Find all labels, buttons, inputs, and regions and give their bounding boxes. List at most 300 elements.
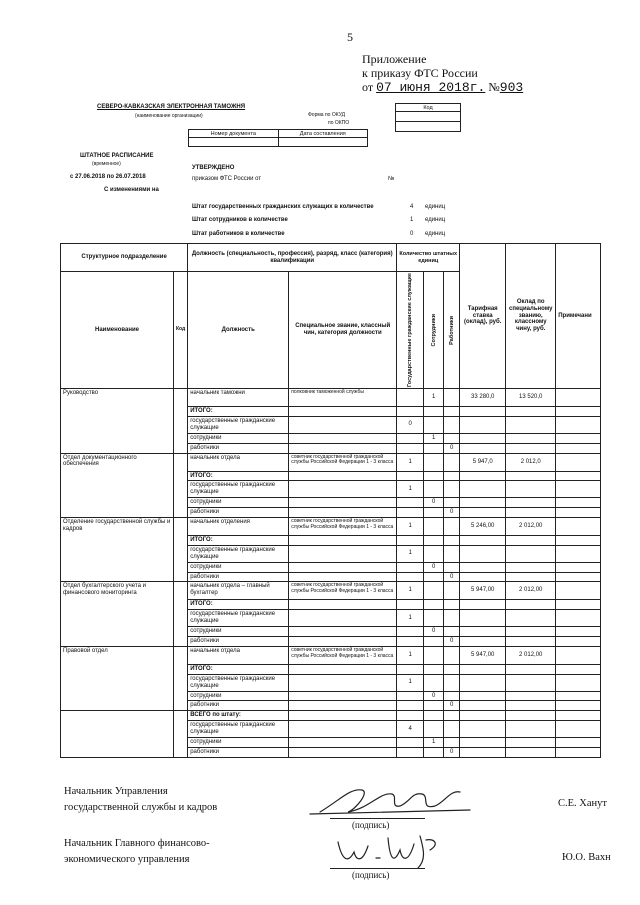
unit-total-work: 0 xyxy=(444,701,460,711)
unit-total-cell xyxy=(444,535,460,545)
unit-total-cell xyxy=(506,691,556,701)
unit-total-cell xyxy=(444,498,460,508)
unit-total-cell xyxy=(289,691,397,701)
unit-position: начальник отдела xyxy=(188,453,289,471)
gt-cell xyxy=(460,711,506,721)
unit-name: Правовой отдел xyxy=(61,646,174,710)
sig2-name: Ю.О. Вахн xyxy=(562,852,611,863)
unit-total-cell xyxy=(289,443,397,453)
unit-rank: советник государственной гражданской службы Российской Федерации 1 - 3 класса xyxy=(289,582,397,600)
unit-total-off: 0 xyxy=(424,498,444,508)
unit-total-cell xyxy=(289,600,397,610)
unit-total-cell xyxy=(556,562,601,572)
gt-cell xyxy=(424,721,444,738)
unit-total-cell xyxy=(444,674,460,691)
unit-total-cell xyxy=(460,674,506,691)
signature-2-handwritten xyxy=(330,830,450,872)
grand-total-off-label: сотрудники xyxy=(188,737,289,747)
unit-totals-label: ИТОГО: xyxy=(188,664,289,674)
unit-total-cell xyxy=(460,443,506,453)
gt-cell xyxy=(506,711,556,721)
unit-total-cell xyxy=(556,664,601,674)
unit-name: Руководство xyxy=(61,389,174,453)
unit-name: Отдел бухгалтерского учета и финансового мониторинга xyxy=(61,582,174,646)
doc-number-label: Номер документа xyxy=(189,130,279,138)
unit-total-cell xyxy=(289,562,397,572)
sig2-caption: (подпись) xyxy=(352,870,390,880)
gt-cell xyxy=(556,721,601,738)
unit-total-civil-label: государственные гражданские служащие xyxy=(188,610,289,627)
unit-total-civil: 1 xyxy=(397,545,424,562)
unit-rate: 33 280,0 xyxy=(460,389,506,407)
header-note: Примечани xyxy=(556,244,601,389)
unit-total-cell xyxy=(289,674,397,691)
unit-total-civil-label: государственные гражданские служащие xyxy=(188,545,289,562)
unit-position: начальник отдела xyxy=(188,646,289,664)
gt-cell xyxy=(444,737,460,747)
grand-total-spacer xyxy=(61,711,174,757)
unit-total-civil-label: государственные гражданские служащие xyxy=(188,416,289,433)
org-name-caption: (наименование организации) xyxy=(135,113,203,119)
staff-count-officers: 1 xyxy=(410,217,414,223)
unit-total-cell xyxy=(397,562,424,572)
unit-total-cell xyxy=(506,636,556,646)
doc-date-label: Дата составления xyxy=(278,130,368,138)
unit-total-cell xyxy=(506,627,556,637)
unit-total-cell xyxy=(424,481,444,498)
unit-total-cell xyxy=(556,691,601,701)
signature-1-handwritten xyxy=(300,780,480,820)
unit-total-cell xyxy=(556,433,601,443)
unit-total-cell xyxy=(397,535,424,545)
gt-cell xyxy=(556,737,601,747)
unit-position: начальник отделения xyxy=(188,517,289,535)
header-civil-text: Государственные гражданские служащие xyxy=(407,273,414,388)
unit-total-cell xyxy=(424,572,444,582)
unit-total-cell xyxy=(289,498,397,508)
unit-total-cell xyxy=(460,562,506,572)
unit-total-cell xyxy=(397,443,424,453)
unit-total-cell xyxy=(460,627,506,637)
unit-total-cell xyxy=(397,701,424,711)
unit-rank: советник государственной гражданской службы Российской Федерации 1 - 3 класса xyxy=(289,517,397,535)
unit-total-cell xyxy=(444,433,460,443)
staff-unit-civil: единиц xyxy=(425,204,446,210)
unit-total-cell xyxy=(397,691,424,701)
unit-total-off: 0 xyxy=(424,562,444,572)
header-officers-text: Сотрудники xyxy=(430,313,437,347)
unit-total-work-label: работники xyxy=(188,636,289,646)
unit-total-cell xyxy=(444,471,460,481)
unit-total-cell xyxy=(556,481,601,498)
unit-officers: 1 xyxy=(424,389,444,407)
schedule-changes: С изменениями на xyxy=(104,187,159,193)
unit-total-cell xyxy=(289,535,397,545)
unit-total-cell xyxy=(444,691,460,701)
staff-unit-officers: единиц xyxy=(425,217,446,223)
gt-cell xyxy=(444,711,460,721)
unit-officers xyxy=(424,517,444,535)
gt-cell xyxy=(289,737,397,747)
unit-total-cell xyxy=(556,600,601,610)
unit-workers xyxy=(444,646,460,664)
unit-workers xyxy=(444,517,460,535)
gt-cell xyxy=(424,747,444,757)
unit-total-civil: 1 xyxy=(397,610,424,627)
unit-total-cell xyxy=(289,508,397,518)
unit-salary: 2 012,00 xyxy=(506,646,556,664)
unit-total-cell xyxy=(556,498,601,508)
unit-total-cell xyxy=(424,508,444,518)
unit-total-cell xyxy=(444,600,460,610)
grand-total-code xyxy=(174,711,188,757)
unit-total-civil: 1 xyxy=(397,674,424,691)
unit-rank: советник государственной гражданской службы Российской Федерации 1 - 3 класса xyxy=(289,646,397,664)
unit-total-cell xyxy=(506,701,556,711)
appendix-date: 07 июня 2018г. xyxy=(376,80,486,95)
unit-total-cell xyxy=(460,572,506,582)
unit-total-cell xyxy=(460,508,506,518)
grand-total-work-label: работники xyxy=(188,747,289,757)
staff-line-workers: Штат работников в количестве xyxy=(192,231,285,237)
staff-line-civil: Штат государственных гражданских служащих в количестве xyxy=(192,204,374,210)
unit-total-cell xyxy=(556,471,601,481)
unit-total-cell xyxy=(424,416,444,433)
unit-code xyxy=(174,453,188,517)
unit-total-cell xyxy=(506,572,556,582)
unit-total-cell xyxy=(397,407,424,417)
order-line: приказом ФТС России от xyxy=(192,176,262,182)
org-name: СЕВЕРО-КАВКАЗСКАЯ ЭЛЕКТРОННАЯ ТАМОЖНЯ xyxy=(97,104,246,110)
unit-total-cell xyxy=(506,498,556,508)
okpo-label: по ОКПО xyxy=(328,120,350,126)
unit-total-cell xyxy=(397,627,424,637)
gt-cell xyxy=(397,737,424,747)
unit-total-cell xyxy=(424,610,444,627)
unit-total-cell xyxy=(506,674,556,691)
grand-total-off: 1 xyxy=(424,737,444,747)
unit-total-cell xyxy=(397,508,424,518)
unit-total-work: 0 xyxy=(444,443,460,453)
unit-total-cell xyxy=(289,610,397,627)
unit-total-civil: 1 xyxy=(397,481,424,498)
unit-total-cell xyxy=(289,433,397,443)
unit-note xyxy=(556,646,601,664)
unit-workers xyxy=(444,453,460,471)
unit-total-off: 0 xyxy=(424,627,444,637)
unit-total-cell xyxy=(506,481,556,498)
appendix-line2: к приказу ФТС России xyxy=(362,66,478,80)
unit-total-cell xyxy=(556,572,601,582)
unit-total-work: 0 xyxy=(444,636,460,646)
header-position-group: Должность (специальность, профессия), разряд, класс (категория) квалификации xyxy=(188,244,397,272)
unit-total-cell xyxy=(460,691,506,701)
unit-totals-label: ИТОГО: xyxy=(188,407,289,417)
unit-total-cell xyxy=(460,701,506,711)
unit-totals-label: ИТОГО: xyxy=(188,600,289,610)
unit-total-cell xyxy=(506,471,556,481)
unit-total-work-label: работники xyxy=(188,701,289,711)
unit-total-cell xyxy=(424,600,444,610)
gt-cell xyxy=(424,711,444,721)
grand-total-rank-cell xyxy=(289,711,397,721)
unit-total-work-label: работники xyxy=(188,443,289,453)
unit-total-civil-label: государственные гражданские служащие xyxy=(188,674,289,691)
doc-box xyxy=(188,129,368,147)
unit-total-cell xyxy=(506,416,556,433)
unit-civil: 1 xyxy=(397,582,424,600)
unit-civil: 1 xyxy=(397,517,424,535)
unit-total-cell xyxy=(289,627,397,637)
unit-total-cell xyxy=(460,600,506,610)
gt-cell xyxy=(397,711,424,721)
unit-total-cell xyxy=(506,545,556,562)
doc-date-value xyxy=(278,138,368,147)
header-unit-group: Структурное подразделение xyxy=(61,244,188,272)
unit-total-cell xyxy=(397,498,424,508)
unit-total-cell xyxy=(424,701,444,711)
unit-total-cell xyxy=(397,572,424,582)
unit-total-cell xyxy=(289,572,397,582)
unit-rank: советник государственной гражданской службы Российской Федерации 1 - 3 класса xyxy=(289,453,397,471)
gt-cell xyxy=(556,711,601,721)
unit-total-off: 1 xyxy=(424,433,444,443)
unit-total-cell xyxy=(506,600,556,610)
unit-total-cell xyxy=(506,443,556,453)
grand-total-civil: 4 xyxy=(397,721,424,738)
unit-total-cell xyxy=(506,508,556,518)
unit-code xyxy=(174,582,188,646)
unit-total-cell xyxy=(556,508,601,518)
code-header: Код xyxy=(396,104,461,112)
gt-cell xyxy=(460,721,506,738)
header-position: Должность xyxy=(188,272,289,389)
sig2-line xyxy=(330,868,425,869)
unit-total-cell xyxy=(556,535,601,545)
unit-total-cell xyxy=(506,610,556,627)
sig1-name: С.Е. Ханут xyxy=(558,798,607,809)
gt-cell xyxy=(556,747,601,757)
unit-total-off-label: сотрудники xyxy=(188,627,289,637)
unit-total-cell xyxy=(289,545,397,562)
unit-total-cell xyxy=(556,701,601,711)
staff-unit-workers: единиц xyxy=(425,231,446,237)
code-box xyxy=(395,103,461,132)
header-rate: Тарифная ставка (оклад), руб. xyxy=(460,244,506,389)
unit-code xyxy=(174,646,188,710)
doc-number-value xyxy=(189,138,279,147)
unit-name: Отдел документационного обеспечения xyxy=(61,453,174,517)
unit-total-cell xyxy=(460,481,506,498)
unit-total-cell xyxy=(444,545,460,562)
unit-total-cell xyxy=(460,610,506,627)
okud-label: Форма по ОКУД xyxy=(308,112,346,118)
appendix-from: от xyxy=(362,80,374,94)
header-rank: Специальное звание, классный чин, категория должности xyxy=(289,272,397,389)
sig1-line xyxy=(330,818,425,819)
unit-total-cell xyxy=(397,471,424,481)
unit-rate: 5 947,0 xyxy=(460,453,506,471)
schedule-period: с 27.06.2018 по 26.07.2018 xyxy=(70,174,146,180)
unit-total-cell xyxy=(506,664,556,674)
unit-total-cell xyxy=(556,443,601,453)
unit-total-cell xyxy=(424,443,444,453)
sig1-title-line1: Начальник Управления xyxy=(64,786,168,797)
approved-label: УТВЕРЖДЕНО xyxy=(192,165,235,171)
unit-total-off-label: сотрудники xyxy=(188,433,289,443)
unit-rate: 5 246,00 xyxy=(460,517,506,535)
header-workers-text: Работники xyxy=(448,315,455,345)
unit-officers xyxy=(424,646,444,664)
appendix-date-line xyxy=(362,80,523,95)
gt-cell xyxy=(506,737,556,747)
unit-total-cell xyxy=(289,481,397,498)
unit-total-off-label: сотрудники xyxy=(188,691,289,701)
unit-total-cell xyxy=(460,433,506,443)
gt-cell xyxy=(506,721,556,738)
unit-total-cell xyxy=(444,562,460,572)
unit-code xyxy=(174,389,188,453)
sig2-title-line2: экономического управления xyxy=(64,854,190,865)
unit-total-off-label: сотрудники xyxy=(188,562,289,572)
staff-count-civil: 4 xyxy=(410,204,414,210)
schedule-subtitle: (временное) xyxy=(92,161,121,167)
grand-total-civil-label: государственные гражданские служащие xyxy=(188,721,289,738)
unit-officers xyxy=(424,582,444,600)
unit-total-cell xyxy=(556,674,601,691)
sig1-caption: (подпись) xyxy=(352,820,390,830)
gt-cell xyxy=(460,737,506,747)
unit-total-cell xyxy=(424,545,444,562)
unit-total-cell xyxy=(397,600,424,610)
unit-officers xyxy=(424,453,444,471)
unit-total-cell xyxy=(289,407,397,417)
header-code: Код xyxy=(174,272,188,389)
unit-total-cell xyxy=(556,416,601,433)
appendix-line1: Приложение xyxy=(362,52,427,66)
unit-total-cell xyxy=(424,535,444,545)
staff-count-workers: 0 xyxy=(410,231,414,237)
unit-total-civil: 0 xyxy=(397,416,424,433)
unit-total-cell xyxy=(460,498,506,508)
unit-position: начальник отдела – главный бухгалтер xyxy=(188,582,289,600)
unit-total-cell xyxy=(289,701,397,711)
unit-total-cell xyxy=(444,664,460,674)
unit-total-civil-label: государственные гражданские служащие xyxy=(188,481,289,498)
unit-totals-label: ИТОГО: xyxy=(188,535,289,545)
unit-total-cell xyxy=(556,545,601,562)
unit-note xyxy=(556,517,601,535)
unit-total-cell xyxy=(424,636,444,646)
gt-cell xyxy=(397,747,424,757)
order-number: № xyxy=(388,176,395,182)
unit-rank: полковник таможенной службы xyxy=(289,389,397,407)
unit-total-cell xyxy=(289,664,397,674)
unit-salary: 2 012,00 xyxy=(506,517,556,535)
unit-rate: 5 947,00 xyxy=(460,646,506,664)
unit-total-cell xyxy=(460,407,506,417)
appendix-number-prefix: № xyxy=(488,80,500,94)
unit-total-cell xyxy=(556,636,601,646)
code-okud xyxy=(396,112,461,122)
unit-total-work: 0 xyxy=(444,508,460,518)
header-salary: Оклад по специальному званию, классному чину, руб. xyxy=(506,244,556,389)
unit-position: начальник таможни xyxy=(188,389,289,407)
unit-salary: 13 520,0 xyxy=(506,389,556,407)
header-officers xyxy=(424,272,444,389)
unit-total-cell xyxy=(460,535,506,545)
unit-workers xyxy=(444,389,460,407)
unit-total-cell xyxy=(556,627,601,637)
header-workers xyxy=(444,272,460,389)
sig2-title-line1: Начальник Главного финансово- xyxy=(64,838,210,849)
code-okpo xyxy=(396,122,461,132)
unit-total-cell xyxy=(460,636,506,646)
unit-total-cell xyxy=(444,627,460,637)
unit-total-cell xyxy=(506,407,556,417)
unit-civil: 1 xyxy=(397,646,424,664)
unit-total-off: 0 xyxy=(424,691,444,701)
unit-civil: 1 xyxy=(397,453,424,471)
unit-total-cell xyxy=(556,610,601,627)
unit-total-cell xyxy=(460,545,506,562)
unit-total-cell xyxy=(289,416,397,433)
unit-total-cell xyxy=(289,636,397,646)
staff-table xyxy=(60,243,601,758)
schedule-title: ШТАТНОЕ РАСПИСАНИЕ xyxy=(80,153,154,159)
header-civil xyxy=(397,272,424,389)
unit-total-cell xyxy=(444,610,460,627)
unit-total-cell xyxy=(460,664,506,674)
unit-total-cell xyxy=(444,481,460,498)
gt-cell xyxy=(460,747,506,757)
unit-name: Отделение государственной службы и кадров xyxy=(61,517,174,581)
unit-note xyxy=(556,582,601,600)
unit-salary: 2 012,00 xyxy=(506,582,556,600)
staff-line-officers: Штат сотрудников в количестве xyxy=(192,217,288,223)
unit-note xyxy=(556,389,601,407)
unit-total-cell xyxy=(397,664,424,674)
unit-total-cell xyxy=(424,674,444,691)
unit-total-cell xyxy=(397,433,424,443)
unit-total-cell xyxy=(506,433,556,443)
header-name: Наименование xyxy=(61,272,174,389)
grand-total-work: 0 xyxy=(444,747,460,757)
unit-total-work-label: работники xyxy=(188,572,289,582)
unit-total-cell xyxy=(460,471,506,481)
unit-total-cell xyxy=(424,407,444,417)
unit-workers xyxy=(444,582,460,600)
unit-salary: 2 012,0 xyxy=(506,453,556,471)
sig1-title-line2: государственной службы и кадров xyxy=(64,802,218,813)
unit-rate: 5 947,00 xyxy=(460,582,506,600)
unit-total-cell xyxy=(397,636,424,646)
header-count-group: Количество штатных единиц xyxy=(397,244,460,272)
unit-total-cell xyxy=(289,471,397,481)
unit-code xyxy=(174,517,188,581)
gt-cell xyxy=(444,721,460,738)
gt-cell xyxy=(289,721,397,738)
gt-cell xyxy=(506,747,556,757)
grand-total-label: ВСЕГО по штату: xyxy=(188,711,289,721)
unit-total-cell xyxy=(444,407,460,417)
unit-total-cell xyxy=(460,416,506,433)
unit-note xyxy=(556,453,601,471)
unit-totals-label: ИТОГО: xyxy=(188,471,289,481)
unit-total-cell xyxy=(424,471,444,481)
unit-total-cell xyxy=(424,664,444,674)
unit-total-cell xyxy=(506,562,556,572)
